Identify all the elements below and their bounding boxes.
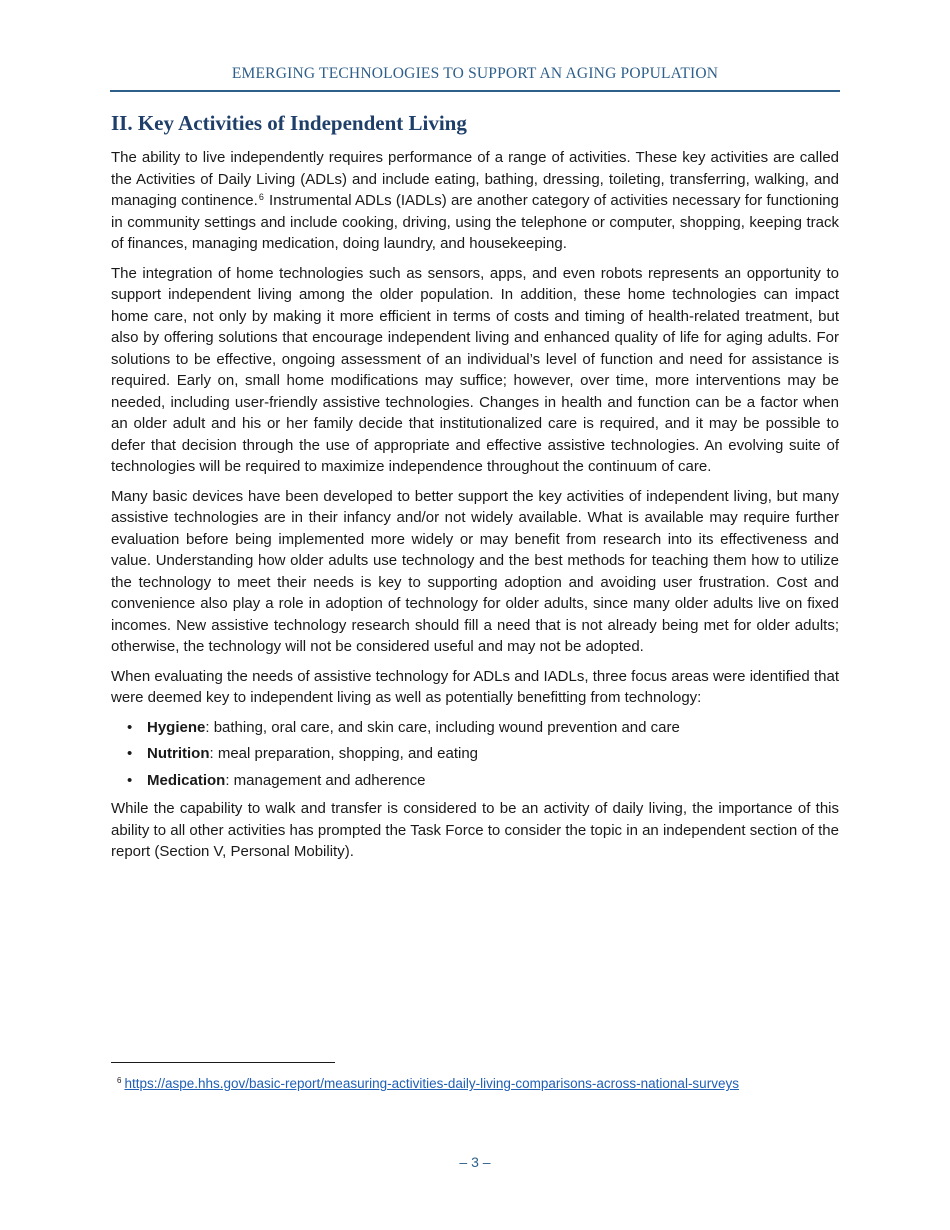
- footnote: [117, 1072, 739, 1093]
- footnote-divider: [111, 1062, 335, 1063]
- focus-term: Nutrition: [147, 745, 210, 762]
- bullet-icon: •: [127, 771, 133, 789]
- bullet-icon: •: [127, 745, 133, 762]
- bullet-icon: •: [127, 718, 133, 736]
- focus-areas-list: [111, 717, 839, 792]
- footnote-link[interactable]: https://aspe.hhs.gov/basic-report/measuring-activities-daily-living-comparisons-across-national-surveys: [124, 1076, 739, 1091]
- paragraph-adls-part-b: Instrumental ADLs (IADLs) are another category of activities necessary for functioning in community settings and include cooking, driving, using the telephone or computer, shopping, keeping track of finances, managing medication, doing laundry, and housekeeping.: [111, 192, 839, 252]
- section-title: II. Key Activities of Independent Living: [111, 111, 467, 135]
- paragraph-adls: [111, 147, 839, 255]
- paragraph-focus-intro: When evaluating the needs of assistive technology for ADLs and IADLs, three focus areas were identified that were deemed key to independent living as well as potentially benefitting from technology:: [111, 667, 839, 706]
- list-item: [127, 743, 839, 765]
- list-item: [127, 770, 839, 792]
- focus-description: : meal preparation, shopping, and eating: [209, 745, 479, 762]
- footnote-number: 6: [117, 1076, 122, 1085]
- focus-term: Hygiene: [147, 718, 206, 736]
- main-content: [111, 108, 839, 871]
- paragraph-basic-devices: Many basic devices have been developed to better support the key activities of independent living, but many assistive technologies are in their infancy and/or not widely available. What is available may require further evaluation before being implemented more widely or may benefit from research into its effectiveness and value. Understanding how older adults use technology and the best methods for teaching them how to utilize the technology to meet their needs is key to supporting adoption and avoiding user frustration. Cost and convenience also play a role in adoption of technology for older adults, since many older adults live on fixed incomes. New assistive technology research should fill a need that is not already being met for older adults; otherwise, the technology will not be considered useful and may not be adopted.: [111, 487, 839, 655]
- paragraph-mobility: While the capability to walk and transfer is considered to be an activity of daily living, the importance of this ability to all other activities has prompted the Task Force to consider the topic in an independent section of the report (Section V, Personal Mobility).: [111, 800, 839, 860]
- paragraph-home-technologies: The integration of home technologies such as sensors, apps, and even robots represents an opportunity to support independent living among the older population. In addition, these home technologies can impact home care, not only by making it more efficient in terms of costs and timing of health-related treatment, but also by offering solutions that encourage independent living and enhanced quality of life for aging adults. For solutions to be effective, ongoing assessment of an individual’s level of function and need for assistance is required. Early on, small home modifications may suffice; however, over time, more interventions may be needed, including user-friendly assistive technologies. Changes in health and function can be a factor when an older adult and his or her family decide that institutionalized care is required, and it may be possible to defer that decision through the use of appropriate and effective assistive technologies. An evolving suite of technologies will be required to maximize independence throughout the continuum of care.: [111, 264, 839, 475]
- focus-description: : management and adherence: [225, 771, 426, 789]
- running-header: EMERGING TECHNOLOGIES TO SUPPORT AN AGING POPULATION: [110, 64, 840, 92]
- list-item: [127, 717, 839, 739]
- page-number: – 3 –: [459, 1154, 491, 1170]
- focus-term: Medication: [147, 771, 226, 789]
- footnote-reference[interactable]: 6: [258, 192, 264, 202]
- focus-description: : bathing, oral care, and skin care, including wound prevention and care: [205, 718, 680, 736]
- paragraph-adls-part-a: The ability to live independently requires performance of a range of activities. These key activities are called the Activities of Daily Living (ADLs) and include eating, bathing, dressing, toileting, transferring, walking, and managing continence.: [111, 149, 839, 209]
